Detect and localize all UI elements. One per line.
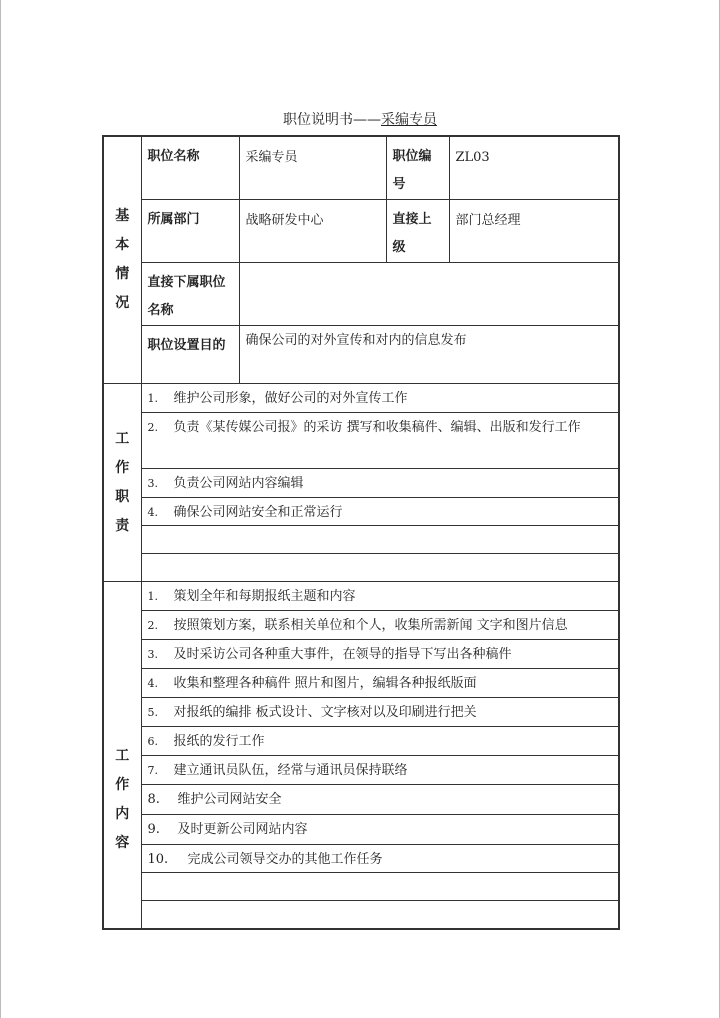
superior-value: 部门总经理 [449, 200, 619, 263]
title-main: 职位说明书—— [283, 112, 381, 128]
duty-item [141, 413, 619, 469]
duty-num: 1. [147, 392, 158, 405]
content-text: 及时更新公司网站内容 [177, 822, 308, 837]
department-value: 战略研发中心 [239, 200, 386, 263]
content-row [103, 756, 619, 785]
section-label-char: 工 [115, 430, 130, 447]
content-text: 完成公司领导交办的其他工作任务 [187, 852, 383, 867]
content-row [103, 815, 619, 845]
content-item [141, 640, 619, 669]
content-text: 策划全年和每期报纸主题和内容 [173, 589, 356, 604]
duty-item [141, 384, 619, 413]
content-row [103, 582, 619, 611]
section-basic-info [103, 136, 141, 384]
content-row [103, 698, 619, 727]
content-num: 9. [147, 822, 160, 837]
section-content [103, 582, 141, 930]
superior-label: 直接上级 [386, 200, 449, 263]
duty-num: 3. [147, 477, 158, 490]
duty-row [103, 384, 619, 413]
content-row [103, 873, 619, 901]
content-row [103, 785, 619, 815]
content-row [103, 845, 619, 873]
content-item [141, 582, 619, 611]
content-text: 按照策划方案，联系相关单位和个人，收集所需新闻 文字和图片信息 [173, 618, 568, 633]
section-label-char: 职 [115, 488, 130, 505]
section-label-char: 情 [115, 266, 130, 282]
section-label-char: 本 [115, 237, 130, 253]
duty-row [103, 413, 619, 469]
subordinate-value [239, 263, 619, 326]
content-row [103, 669, 619, 698]
content-item [141, 756, 619, 785]
page-edge-left [0, 0, 1, 1018]
content-num: 6. [147, 735, 158, 748]
content-row [103, 727, 619, 756]
duty-item [141, 498, 619, 526]
content-item [141, 669, 619, 698]
content-text: 维护公司网站安全 [177, 792, 282, 807]
content-row [103, 611, 619, 640]
section-label-char: 容 [115, 835, 130, 851]
purpose-label: 职位设置目的 [141, 326, 239, 384]
title-sub: 采编专员 [381, 112, 437, 128]
content-num: 10. [147, 852, 169, 867]
content-item [141, 611, 619, 640]
content-text: 对报纸的编排 板式设计、文字核对以及印刷进行把关 [173, 705, 477, 720]
row-department [103, 200, 619, 263]
row-subordinate [103, 263, 619, 326]
content-item [141, 873, 619, 901]
content-text: 收集和整理各种稿件 照片和图片，编辑各种报纸版面 [173, 676, 477, 691]
duty-num: 2. [147, 421, 158, 434]
content-item [141, 845, 619, 873]
content-row [103, 640, 619, 669]
section-label-char: 作 [115, 777, 130, 793]
section-label-char: 内 [115, 806, 130, 822]
duty-row [103, 469, 619, 498]
section-label-char: 况 [115, 295, 130, 311]
department-label: 所属部门 [141, 200, 239, 263]
content-text: 建立通讯员队伍，经常与通讯员保持联络 [173, 763, 408, 778]
duty-row [103, 498, 619, 526]
content-num: 2. [147, 619, 158, 632]
subordinate-label: 直接下属职位名称 [141, 263, 239, 326]
content-item [141, 727, 619, 756]
content-item [141, 815, 619, 845]
content-item [141, 785, 619, 815]
section-basic-label [104, 202, 141, 318]
content-num: 7. [147, 764, 158, 777]
section-label-char: 作 [115, 459, 130, 476]
content-item [141, 698, 619, 727]
duty-item [141, 526, 619, 554]
content-item [141, 901, 619, 930]
duty-text: 维护公司形象，做好公司的对外宣传工作 [173, 391, 408, 406]
position-name-value: 采编专员 [239, 136, 386, 200]
section-content-label [104, 652, 141, 858]
duty-num: 4. [147, 506, 158, 519]
section-label-char: 责 [115, 517, 130, 534]
purpose-value: 确保公司的对外宣传和对内的信息发布 [239, 326, 619, 384]
position-no-label: 职位编号 [386, 136, 449, 200]
row-purpose [103, 326, 619, 384]
position-name-label: 职位名称 [141, 136, 239, 200]
content-row [103, 901, 619, 930]
content-text: 及时采访公司各种重大事件，在领导的指导下写出各种稿件 [173, 647, 512, 662]
duty-item [141, 554, 619, 582]
document-title [0, 109, 720, 129]
job-description-table [102, 135, 620, 930]
duty-text: 负责《某传媒公司报》的采访 撰写和收集稿件、编辑、出版和发行工作 [173, 420, 581, 435]
content-num: 5. [147, 706, 158, 719]
duty-text: 负责公司网站内容编辑 [173, 476, 304, 491]
section-label-char: 基 [115, 208, 130, 224]
duty-text: 确保公司网站安全和正常运行 [173, 505, 343, 520]
duty-row [103, 526, 619, 554]
section-duties-label [104, 425, 141, 541]
section-duties [103, 384, 141, 582]
content-text: 报纸的发行工作 [173, 734, 265, 749]
duty-item [141, 469, 619, 498]
content-num: 3. [147, 648, 158, 661]
content-num: 4. [147, 677, 158, 690]
duty-row [103, 554, 619, 582]
section-label-char: 工 [115, 748, 130, 764]
row-position-name [103, 136, 619, 200]
content-num: 1. [147, 590, 158, 603]
content-num: 8. [147, 792, 160, 807]
position-no-value: ZL03 [449, 136, 619, 200]
